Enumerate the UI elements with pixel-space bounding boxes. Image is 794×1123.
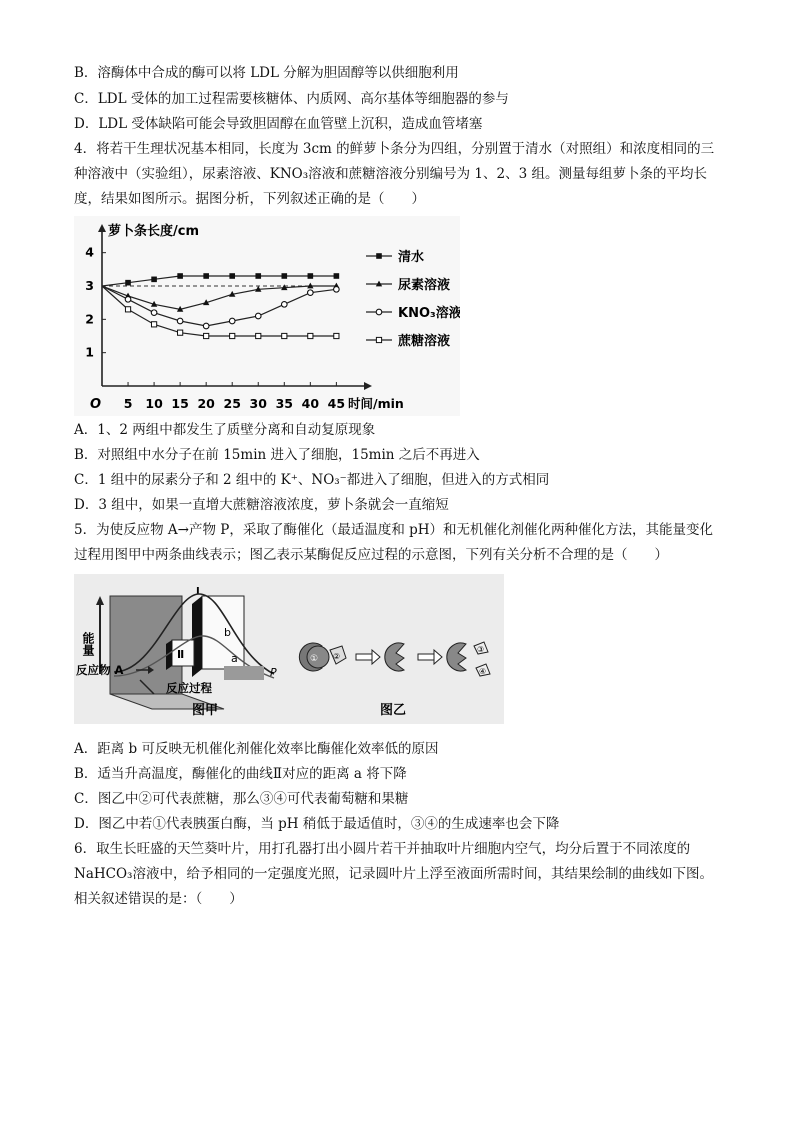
x-tick-label: 40	[301, 396, 320, 411]
enzyme-figures	[74, 574, 504, 724]
data-point	[376, 337, 381, 342]
data-point	[229, 318, 235, 324]
data-point	[151, 277, 157, 283]
q5-option-a: A．距离 b 可反映无机催化剂催化效率比酶催化效率低的原因	[74, 741, 439, 757]
data-point	[151, 322, 156, 327]
caption-jia: 图甲	[192, 703, 219, 718]
x-tick-label: 20	[197, 396, 215, 411]
data-point	[203, 273, 209, 279]
q6-stem-line3: 相关叙述错误的是：（ ）	[74, 891, 243, 907]
x-tick-label: 35	[275, 396, 293, 411]
length-chart	[74, 216, 460, 416]
data-point	[230, 333, 235, 338]
data-point	[376, 253, 382, 259]
data-point	[125, 280, 131, 286]
data-point	[256, 333, 261, 338]
y-tick-label: 2	[85, 311, 94, 327]
q5-option-b: B．适当升高温度，酶催化的曲线Ⅱ对应的距离 a 将下降	[74, 766, 407, 782]
data-point	[125, 307, 130, 312]
length-chart-svg	[74, 216, 460, 416]
legend-label: KNO₃溶液	[398, 306, 460, 321]
q6-stem-line1: 6．取生长旺盛的天竺葵叶片，用打孔器打出小圆片若干并抽取叶片细胞内空气，均分后置于不同浓度的	[74, 841, 691, 857]
q6-stem-line2: NaHCO₃溶液中，给予相同的一定强度光照，记录圆叶片上浮至液面所需时间，其结果绘制的曲线如下图。	[74, 866, 713, 882]
label-n1: ①	[310, 654, 319, 664]
data-point	[334, 273, 340, 279]
data-point	[255, 313, 261, 319]
q4-stem-line3: 度，结果如图所示。据图分析，下列叙述正确的是（ ）	[74, 191, 425, 207]
data-point	[203, 323, 209, 329]
data-point	[151, 310, 157, 316]
label-curve-I: Ⅰ	[196, 586, 200, 597]
data-point	[177, 318, 183, 324]
label-product-p: P	[270, 666, 277, 679]
y-tick-label: 3	[85, 278, 94, 293]
y-axis-title: 萝卜条长度/cm	[108, 224, 200, 239]
y-tick-label: 4	[85, 244, 94, 260]
legend-label: 蔗糖溶液	[398, 334, 451, 349]
x-tick-label: 10	[145, 396, 163, 411]
y-tick-label: 1	[85, 344, 94, 360]
data-point	[308, 290, 314, 296]
label-n2: ②	[333, 652, 341, 661]
label-n3: ③	[477, 645, 485, 654]
legend-label: 清水	[398, 250, 425, 265]
process-axis-label: 反应过程	[166, 681, 212, 695]
x-tick-label: 45	[327, 396, 346, 411]
data-point	[308, 273, 314, 279]
x-tick-label: 30	[249, 396, 267, 411]
data-point	[229, 273, 235, 279]
q5-option-d: D．图乙中若①代表胰蛋白酶，当 pH 稍低于最适值时，③④的生成速率也会下降	[74, 816, 560, 832]
q3-option-d: D．LDL 受体缺陷可能会导致胆固醇在血管壁上沉积，造成血管堵塞	[74, 116, 483, 132]
q4-stem-line1: 4．将若干生理状况基本相同，长度为 3cm 的鲜萝卜条分为四组，分别置于清水（对照组）和浓度相同的三	[74, 141, 715, 157]
q5-stem-line1: 5．为使反应物 A→产物 P，采取了酶催化（最适温度和 pH）和无机催化剂催化两种催化方法，其能量变化	[74, 522, 714, 538]
q4-option-a: A．1、2 两组中都发生了质壁分离和自动复原现象	[74, 422, 376, 438]
data-point	[376, 309, 382, 315]
data-point	[308, 333, 313, 338]
caption-yi: 图乙	[380, 703, 407, 718]
x-tick-label: 15	[171, 396, 189, 411]
data-point	[178, 330, 183, 335]
enzyme-figures-svg	[74, 574, 504, 724]
q4-stem-line2: 种溶液中（实验组），尿素溶液、KNO₃溶液和蔗糖溶液分别编号为 1、2、3 组。测量每组萝卜条的平均长	[74, 166, 707, 182]
q5-option-c: C．图乙中②可代表蔗糖，那么③④可代表葡萄糖和果糖	[74, 791, 409, 807]
data-point	[281, 302, 287, 308]
x-tick-label: 5	[123, 396, 133, 411]
q4-option-b: B．对照组中水分子在前 15min 进入了细胞，15min 之后不再进入	[74, 447, 480, 463]
reactant-label: 反应物 A	[76, 663, 124, 677]
data-point	[281, 273, 287, 279]
q4-option-c: C．1 组中的尿素分子和 2 组中的 K⁺、NO₃⁻都进入了细胞，但进入的方式相同	[74, 472, 550, 488]
legend-label: 尿素溶液	[398, 278, 451, 293]
label-b: b	[224, 626, 231, 639]
label-curve-II: Ⅱ	[177, 648, 185, 661]
data-point	[125, 297, 131, 303]
q4-option-d: D．3 组中，如果一直增大蔗糖溶液浓度，萝卜条就会一直缩短	[74, 497, 449, 513]
q5-stem-line2: 过程用图甲中两条曲线表示；图乙表示某酶促反应过程的示意图，下列有关分析不合理的是（ ）	[74, 547, 668, 563]
energy-axis-label: 能量	[81, 632, 95, 656]
q3-option-b: B．溶酶体中合成的酶可以将 LDL 分解为胆固醇等以供细胞利用	[74, 65, 459, 81]
data-point	[177, 273, 183, 279]
q3-option-c: C．LDL 受体的加工过程需要核糖体、内质网、高尔基体等细胞器的参与	[74, 91, 509, 107]
origin-label: O	[90, 397, 102, 412]
data-point	[255, 273, 261, 279]
x-axis-title: 时间/min	[348, 396, 404, 411]
data-point	[334, 287, 340, 293]
x-tick-label: 25	[223, 396, 241, 411]
label-a: a	[231, 652, 238, 665]
data-point	[282, 333, 287, 338]
label-n4: ④	[479, 667, 487, 676]
data-point	[334, 333, 339, 338]
data-point	[204, 333, 209, 338]
